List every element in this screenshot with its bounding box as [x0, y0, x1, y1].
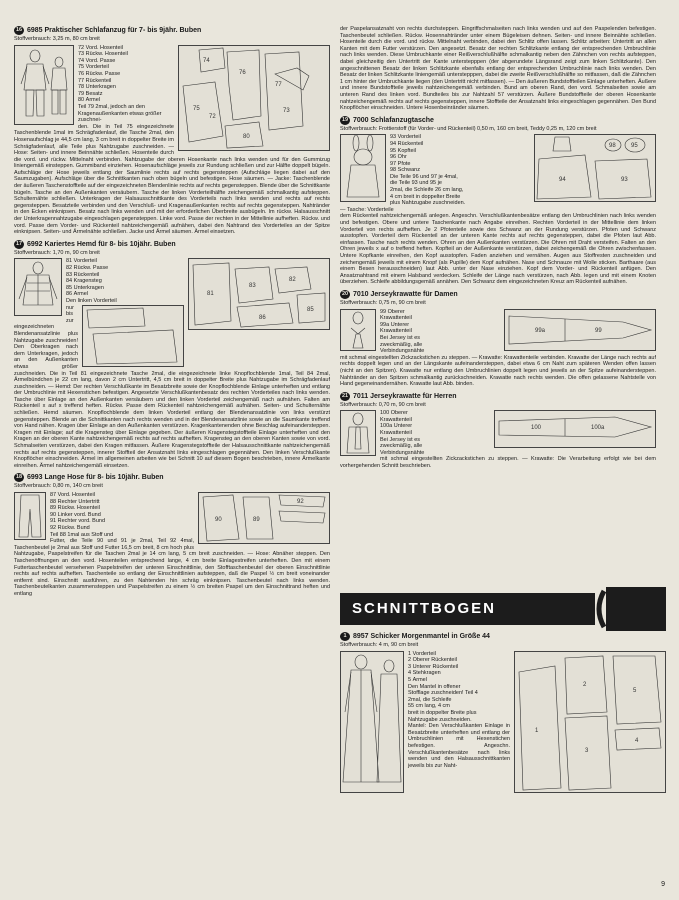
- dressing-gown-illustration: [340, 651, 404, 793]
- section-title: 18 6993 Lange Hose für 8- bis 10jähr. Buben: [15, 474, 164, 482]
- tie-pattern-diagram: [494, 410, 656, 448]
- svg-text:90: 90: [215, 517, 222, 523]
- svg-text:82: 82: [289, 277, 296, 284]
- svg-text:75: 75: [193, 105, 200, 112]
- section-8957-column: [340, 632, 666, 799]
- svg-text:86: 86: [259, 315, 266, 322]
- section-title: 17 6992 Kariertes Hemd für 8- bis 10jähr. Buben: [15, 240, 176, 248]
- pattern-pieces-diagram: [198, 492, 330, 544]
- section-title: 21 7011 Jerseykrawatte für Herren: [341, 392, 457, 400]
- instructions-text: Futter, die Teile 90 und 91 je 2mal, Teil 92 4mal, Taschenbeutel je 2mal aus Stoff und Futter 16,5 cm breit, 8 cm hoch plus Nahtzugabe, Paspelstreifen für die Taschen 2mal je 14 cm lang, 5 cm breit zuschneiden. — Hose: Abnäher steppen. Den Taschenöffnungen an den vord. Hosenteilen entsprechend lange, 4 cm breite Einlagestreifen unterheften. Den mit einem Futtertaschenbeutel versehenen Paspelstreifen der unteren Einschnittlinie, den Stofftaschenbeutel der oberen Einschnittlinie rechts auf rechts aufheften. Taschenteile so entlang der Einschnittlinien aufsteppen, daß die Paspel ½ cm breit voneinander entfernt sind. Einschnitt ausführen, zu den Nahtenden hin schräg einknipsen. Taschenbeutel nach links wenden. Taschenbeutelkanten zusammensteppen und Paspelstreifen zu einem ½ cm breiten Paspel um den Einschnittrand heften und entlang: [14, 538, 330, 597]
- pattern-number-badge: 1: [340, 632, 350, 641]
- page-number: 9: [661, 881, 665, 888]
- svg-text:2: 2: [583, 681, 587, 688]
- collar-pattern-diagram: [82, 305, 184, 367]
- svg-text:89: 89: [253, 517, 260, 523]
- pattern-parts-list: 87 Vord. Hosenteil 88 Rechter Untertritt 89 Rückw. Hosenteil 90 Linker vord. Bund 91 Rechter vord. Bund 92 Rückw. Bund Teil 88 1mal aus Stoff und: [50, 492, 114, 538]
- instructions-text: der Paspelansatznaht von rechts durchsteppen. Eingriffschmalseiten nach links wenden und auf den Paspelenden befestigen. Taschenbeutel schließen. Rückw. Hosennahtränder unter einem Bügeleisen dehnen. Seiten- und innere Beinnähte schließen. Hosenteile durch die vord. und rückw. Mittelnaht verbinden, dabei den Schlitz offen lassen. Schlitz arbeiten: Untertritt an allen Kanten mit dem Futter verstürzen. Den angesetzt. Besatz der rechten Schlitzkante entlang der entsprechenden Umbruchlinie nach links wenden. Diese Umbruchkante einer Reißverschlußhälfte schmalkantig neben den Zähnchen von rechts aufsteppen, dabei gleichzeitig den Untertritt der Kante unterstepppen (der abgerundete Längsrand zeigt zum linken Schlitzkante). Den angeschnittenen Besatz der linken Schlitzkante ebenfalls entlang der entsprechenden Umbruchlinie nach links wenden. Den Besatz der linken Schlitzkante liniengemäß unterstepppen, dabei die zweite Reißverschlußhälfte so mitfassen, daß die Zähnchen 1 cm hinter der Umbruchkante liegen (den Untertritt nicht mitfassen). — Den äußeren Bundstoffteilen Einlage unterheften. Äußere und innere Bundstoffteile jeweils nahtzeichengemäß verbinden. Bund am oberen Rand, den vord. Schmalseiten sowie am unteren Rand des linken vord. Bundteiles bis zur Nahtzahl 57 verstürzen. Äußere Bundstoffteile der oberen Hosenkante nahtzeichengemäß rechts auf rechts gegensteppen, innere Stoffteile der Ansatznaht links eingeschlagen gegennähen. Den Bund Knopflöcher einschneiden. Untere Hosenbeinränder säumen.: [340, 26, 656, 112]
- rabbit-bag-illustration: [340, 134, 386, 202]
- fabric-requirement: Stoffverbrauch: 0,80 m, 140 cm breit: [14, 483, 103, 490]
- pattern-parts-list: 72 Vord. Hosenteil 73 Rückw. Hosenteil 74 Vord. Passe 75 Vorderteil 76 Rückw. Passe 77 Rückenteil 78 Unterkragen 79 Besatz 80 Ärmel Teil 79 2mal, jedoch an den Kragenaußenkanten etwas größer zuschnei-: [78, 44, 162, 124]
- right-column: [340, 26, 656, 474]
- instructions-text: nur bis zur eingezeichneten Blendenansatzlinie plus Nahtzugabe zuschneiden! Den Oberkragen nach dem Unterkragen, jedoch an den Außenkanten etwas größer zuschneiden. Die in Teil 81 eingezeichnete Tasche 2mal, die eingezeichnete linke Knopflochblende 1mal, Teil 84 2mal, Ärmelbündchen je 22 cm lang, davon 2 cm Untertritt, 4,5 cm breit in doppelter Breite plus Nahtzugabe im Schrägfadenlauf zuschneiden. — Hemd: Der rechten Verschlußkante im Besatzbreite sowie der Knopflochblende Einlage unterheften und entlang der Umbruchlinie mit Hexenstichen befestigen. Angesetzte Verschlußkantenbesatz des rechten Vorderteiles nach links wenden. Tasche über Einlage an den Außenkanten versäubern und den linken Vorderteil zeichengemäß nach aufnähen. Falten am Rückenteil x auf x treffend heften. Rückw. Passe dem Rückenteil nahtzeichengemäß aufnähen. Seiten- und Schulternähte schließen. Hemd säumen. Knopflochblende dem linken Vorderteil entlang der Blendenansatzlinie von links verstürzt gegensteppen. Blende an die Schnittkanten nach rechts wenden und in der Blendenansatzlinie sowie an die Saumkante treffend von Hand nähen. Kragen über Einlage an den Außenkanten verstürzen. Kragenkantenenden ohne Beschlag aufeinandersteppen. Kragen mit Einlage; auf die Kragensteg über Einlage gegeben. Der äußeren Kragenstegstoffteile Einlage unterheften und den Kragen an der oberen Kante nahtzeichengemäß rechts auf rechts aufheften. Kragensteg an den oberen Kanten sowie von vord. Schmalseiten verstürzen, dabei den Kragen mitfassen. Äußere Kragenstegstoffteile der Halsausschnittkante nahtzeichengemäß rechts auf rechts gegensteppen, innerer Stoffteil der Ansatznaht links eingeschlagen gegennähen. Den linken Verschlußkante Knopflöcher einschneiden. Ärmel im allgemeinen arbeiten wie bei Schnitt 10 auf diesem Bogen beschrieben, innere Ärmelkante einreihen. Ärmel nahtzeichengemäß einsetzen.: [14, 304, 330, 469]
- pattern-number-badge: 21: [341, 392, 349, 399]
- schnittbogen-banner: SCHNITTBOGEN: [340, 593, 595, 625]
- fabric-requirement: Stoffverbrauch: 3,25 m, 80 cm breit: [14, 36, 100, 42]
- section-6985: [14, 26, 330, 236]
- svg-text:99: 99: [595, 327, 602, 334]
- trousers-illustration: [14, 492, 46, 540]
- fabric-requirement: Stoffverbrauch: 0,70 m, 90 cm breit: [340, 401, 426, 408]
- instructions-text: Mantel: Den Verschlußkanten Einlage in Besatzbreite unterheften und entlang der Umbruchlinien mit Hexenstichen befestigen. Angeschn. Verschlußkantenbesätze nach links wenden und den Halsausschnittkanten jeweils bis zur Naht-: [408, 723, 510, 769]
- svg-text:98: 98: [609, 143, 616, 150]
- svg-text:77: 77: [275, 81, 282, 88]
- section-title: 20 7010 Jerseykrawatte für Damen: [341, 290, 458, 298]
- section-7010: [340, 290, 656, 388]
- fabric-requirement: Stoffverbrauch: 1,70 m, 90 cm breit: [14, 249, 100, 256]
- pattern-number-badge: 19: [341, 116, 349, 123]
- instructions-text: mit schmal eingestellten Zickzackstichen zu steppen. — Krawatte: Krawattenteile verbinden. Krawatte der Länge nach rechts auf rechts doppelt legen und an der Längskante aufeinandersteppen, dabei etwa 6 cm Naht zum späteren Wenden offen lassen (nicht an den Spitzen). Krawatte nur entlang den Umbruchlinien doppelt legen und jeweils an der Spitze aufeinandersteppen. Nahtränder an den Spitzen schmalkantig zurückschneiden. Krawatte nach rechts wenden. Die offen gelassene Nahtstelle von Hand gegeneinandernähen. Krawatte laut Abb. binden.: [340, 354, 656, 388]
- svg-text:74: 74: [203, 57, 210, 64]
- bracket-logo-icon: [596, 587, 666, 631]
- pattern-parts-list: 93 Vorderteil 94 Rückenteil 95 Kopfteil 96 Ohr 97 Pfote 98 Schwanz Die Teile 96 und 97 je 4mal, die Teile 93 und 95 je 2mal, die Schleife 26 cm lang, 4 cm breit in doppelter Breite plus Nahtzugabe zuschneiden. — Tasche: Vorderteile: [340, 134, 466, 213]
- svg-text:72: 72: [209, 113, 216, 120]
- svg-text:95: 95: [631, 143, 638, 150]
- svg-text:92: 92: [297, 499, 304, 505]
- svg-text:99a: 99a: [535, 327, 546, 334]
- svg-text:85: 85: [307, 307, 314, 314]
- pattern-parts-list: 81 Vorderteil 82 Rückw. Passe 83 Rückenteil 84 Kragensteg 85 Unterkragen 86 Ärmel Den linken Vorderteil: [66, 258, 117, 304]
- boy-shirt-illustration: [14, 258, 62, 316]
- pattern-pieces-diagram: [188, 258, 330, 330]
- section-title: 1 8957 Schicker Morgenmantel in Größe 44: [340, 632, 666, 641]
- section-7000: [340, 116, 656, 286]
- svg-text:73: 73: [283, 107, 290, 114]
- pattern-pieces-diagram: [514, 651, 666, 793]
- section-title: 19 7000 Schlafanzugtasche: [341, 116, 434, 124]
- fabric-requirement: Stoffverbrauch: Frottierstoff (für Vorder- und Rückenteil) 0,50 m, 160 cm breit, Teddy 0,25 m, 120 cm breit: [340, 125, 597, 132]
- svg-text:83: 83: [249, 283, 256, 290]
- pattern-number-badge: 16: [15, 27, 23, 33]
- pattern-pieces-diagram: [534, 134, 656, 202]
- fabric-requirement: Stoffverbrauch: 4 m, 90 cm breit: [340, 642, 419, 648]
- section-6993: [14, 473, 330, 597]
- tie-pattern-diagram: [504, 309, 656, 351]
- section-7011: [340, 392, 656, 470]
- svg-text:76: 76: [239, 69, 246, 76]
- fabric-requirement: Stoffverbrauch: 0,75 m, 90 cm breit: [340, 299, 426, 306]
- section-8957: [340, 632, 666, 795]
- instructions-text: dem Rückenteil nahtzeichengemäß anlegen. Angeschn. Verschlußkantenbesätze entlang den Umbruchlinien nach links wenden und befestigen. Obere und untere Taschenkante nach Angabe einreihen. Rechten Vorderteil in der Mittellinie dem linken Vorderteil von rechts aufheften. Je 2 Pfotenteile sowie des Schwanz an der Rundung verstürzen. Pfoten und Schwanz ausstopfen. Vorderteil dem Rückenteil an der unteren Kante rechts auf rechts gegensteppen, dabei die Pfoten laut Abb. einfassen. Tasche nach rechts wenden. Ohren an den Außenkanten verstürzen. Die Ohren mit Draht versteifen. Falten an den Ohren jeweils x auf o treffend heften. Kopfteil an der Außenkante verstürzen, dabei zeichengemäß die Ohren zwischenfassen. Untere Kopfkante einreihen, den Kopf ausstopfen. Faden anziehen und vernähen. Augen aus Stoffresten zuschneiden und zeichengemäß jeweils mit einem Knopf (als Pupille) dem Kopf aufnähen. Nase und Schnauze mit Wolle sticken. Barthaare (aus einem Besen herausschneiden) laut Abb. unter der Nase einziehen. Kopf dem Vorder- und Rückenteil anfügen. Den Ansatznahtrand mit einem Halsband verdecken. Schleife der Länge nach verstürzen, nach Abb. legen und mit einem Knoten überziehen. Schleife abbildungsgemäß annähen. Den Schwanz dem eingezeichneten Kreuz am Rückenteil aufnähen.: [340, 213, 656, 286]
- svg-text:100: 100: [531, 425, 542, 432]
- svg-text:5: 5: [633, 687, 637, 694]
- instructions-text: mit schmal eingestellten Zickzackstichen zu steppen. — Krawatte: Die Verarbeitung erfolgt wie bei dem vorhergehenden Schnitt beschrieben.: [340, 456, 656, 470]
- svg-text:93: 93: [621, 177, 628, 184]
- pattern-parts-list: 1 Vorderteil 2 Oberer Rückenteil 3 Unterer Rückenteil 4 Stehkragen 5 Ärmel Den Mantel in offener Stofflage zuschneiden! Teil 4 2mal, die Schleife 55 cm lang, 4 cm breit in doppelter Breite plus Nahtzugabe zuschneiden.: [408, 650, 478, 723]
- pattern-parts-list: 100 Oberer Krawattenteil 100a Unterer Krawattenteil Bei Jersey ist es zweckmäßig, alle Verbindungsnähte: [380, 410, 425, 456]
- svg-text:1: 1: [535, 727, 539, 734]
- pattern-pieces-diagram: [178, 45, 330, 151]
- instructions-text: den. Die in Teil 75 eingezeichnete Taschenblende 1mal im Schrägfadenlauf, die Tasche 2mal, den Hosenaufschlag je 44,5 cm lang, 3 cm breit in doppelter Breite im Schrägfadenlauf, alle Teile plus Nahtzugabe zuschneiden. — Hose: Seiten- und innere Beinnähte schließen. Hosenteile durch die vord. und rückw. Mittelnaht verbinden. Nahtzugabe der oberen Hosenkante nach links wenden und für den Gummizug liniengemäß einsteppen. Gummiband einziehen. Hosenaufschläge jeweils zur Rundung schließen und zur Hälfte doppelt bügeln. Aufschläge der Hose jeweils entlang der Saumlinie rechts auf rechts gegensteppen (Aufschläge liegen dabei auf den Saumzugaben). Aufschläge über die Schnittkanten nach oben bügeln und befestigen. Hose säumen. — Jacke: Taschenblende der äußeren Taschenstoffteile auf der eingezeichneten Blendenlinie rechts auf rechts gegensteppen. Blende über die Schnittkante bügeln. Tasche an den Außenkanten versäubern. Tasche der linken Vorderteilhälfte zeichengemäß schmalkantig aufsteppen. Schulternähte schließen. Unterkragen der Halsausschnittkante des Vorderteils nach links wenden und rechts auf rechts gegensteppen. Besatzteile verbinden und den Verschluß- und Kragenaußenkanten rechts auf rechts gegensteppen. Nahtränder in den Ecken einknipsen. Besatz nach links wenden und mit der erforderlichen Überbreite ausbügeln. Im rückw. Halsausschnitt der Unterkragennahtzugabe eingeschlagen gegensteppen. Linke vord. Passe der rechten in der Mittellinie aufheften. Rückw. und vord. Passe dem Vorder- und Rückenteil nahtzeichengemäß aufnähen, dabei den Nahtrand des Vorderteiles an der Spitze einknipsen. Seiten- und Ärmelnähte schließen. Jacke und Ärmel säumen. Ärmel einsetzen.: [14, 123, 330, 236]
- pattern-parts-list: 99 Oberer Krawattenteil 99a Unterer Krawattenteil Bei Jersey ist es zweckmäßig, alle Verbindungsnähte: [380, 308, 425, 355]
- section-title: 16 6985 Praktischer Schlafanzug für 7- bis 9jähr. Buben: [15, 27, 202, 34]
- section-6992: [14, 240, 330, 470]
- pattern-number-badge: 17: [15, 240, 23, 247]
- svg-text:4: 4: [635, 737, 639, 744]
- pattern-number-badge: 20: [341, 290, 349, 297]
- continued-instructions: [340, 26, 656, 112]
- pattern-number-badge: 18: [15, 474, 23, 481]
- svg-text:80: 80: [243, 133, 250, 140]
- svg-text:81: 81: [207, 291, 214, 298]
- women-tie-illustration: [340, 309, 376, 351]
- svg-text:3: 3: [585, 747, 589, 754]
- svg-text:100a: 100a: [591, 425, 605, 432]
- left-column: [14, 26, 330, 602]
- men-tie-illustration: [340, 410, 376, 456]
- boy-pajama-illustration: [14, 45, 74, 125]
- svg-text:94: 94: [559, 177, 566, 184]
